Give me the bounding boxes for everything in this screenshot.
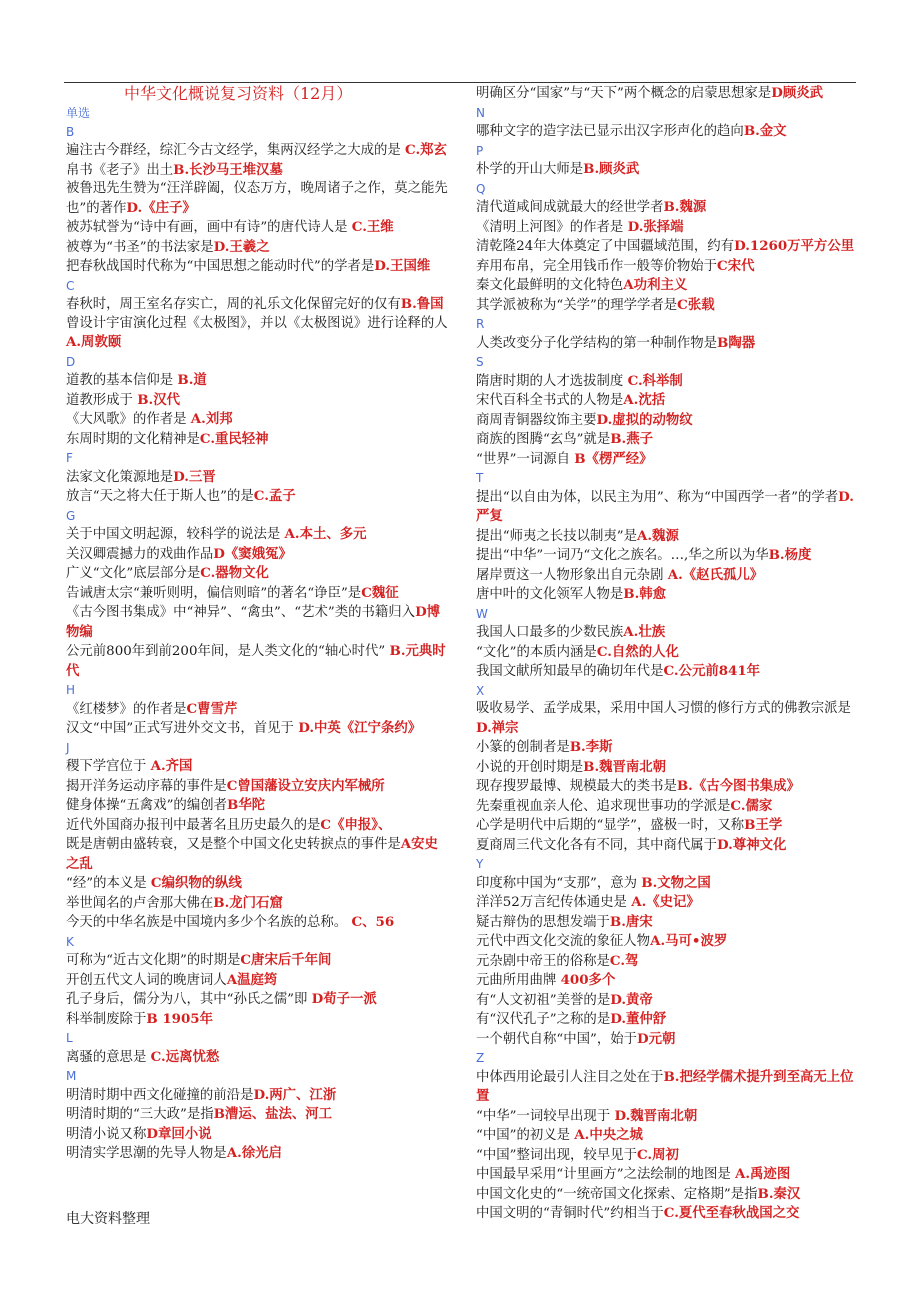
section-letter: F [66,451,73,465]
question-item [476,1204,859,1224]
question-item [476,296,859,316]
question-text: 把春秋战国时代称为“中国思想之能动时代”的学者是 [66,259,375,274]
right-column [476,84,859,1224]
question-item [66,180,449,218]
answer-text: C曹雪芹 [186,700,238,717]
answer-text: C.公元前841年 [663,663,761,679]
question-item [476,450,859,470]
answer-text: B.唐宋 [609,913,653,930]
question-text: 小篆的创制者是 [476,740,570,755]
question-item [476,84,859,104]
question-text: 提出“以自由为体，以民主为用”、称为“中国西学一者”的学者 [476,489,839,505]
answer-text: D.张择端 [627,218,684,235]
question-item [476,237,859,257]
question-text: 科举制废除于 [66,1011,147,1027]
question-text: 哪种文字的造字法已显示出汉字形声化的趋向 [476,124,744,139]
answer-text: C张载 [677,296,715,313]
answer-text: C、56 [351,914,395,930]
answer-text: B.魏晋南北朝 [583,758,667,775]
answer-text: C.重民轻神 [199,430,269,447]
answer-text: C.科举制 [627,372,683,389]
question-item [476,488,859,527]
question-item [476,1185,859,1205]
answer-text: B.韩愈 [623,586,667,602]
answer-text: D荀子一派 [311,991,377,1007]
question-item [66,371,449,391]
question-item [476,836,859,856]
question-text: 开创五代文人词的晚唐词人 [66,972,227,988]
question-text: 被尊为“书圣”的书法家是 [66,239,214,255]
question-item [66,410,449,430]
section-letter: M [66,1069,77,1083]
question-item [476,893,859,913]
question-item [476,1068,859,1107]
answer-text: A.周敦颐 [66,334,122,350]
question-text: 商族的图腾“玄鸟”就是 [476,432,611,447]
question-text: 我国文献所知最早的确切年代是 [476,664,664,679]
section-letter: J [66,740,70,755]
question-item [66,525,449,545]
question-item [476,546,859,566]
section-letter: Z [476,1051,485,1065]
section-letter: N [476,105,485,120]
question-item [476,160,859,180]
question-item [476,913,859,933]
question-item [66,430,449,450]
question-item [66,545,449,565]
answer-text: B.汉代 [137,391,180,408]
answer-text: B.秦汉 [757,1185,801,1202]
question-text: “中国”的初义是 [476,1128,575,1143]
question-text: 明清时期中西文化碰撞的前沿是 [66,1087,254,1103]
question-text: 健身体操“五禽戏”的编创者 [66,798,227,813]
answer-text: D.1260万平方公里 [734,238,855,254]
answer-text: C.夏代至春秋战国之交 [663,1205,800,1221]
answer-text: A.《史记》 [631,894,700,910]
answer-text: A功利主义 [623,277,688,293]
answer-text: D顾炎武 [771,85,823,101]
question-text: “中华”一词较早出现于 [476,1108,615,1124]
question-text: “中国”整词出现，较早见于 [476,1147,637,1163]
answer-text: C.王维 [351,219,394,235]
question-text: 近代外国商办报刊中最著名且历史最久的是 [66,817,321,833]
answer-text: A.壮族 [623,624,666,640]
question-item [476,874,859,894]
question-text: “世界”一词源自 [476,451,575,467]
question-text: 印度称中国为“支那”，意为 [476,875,642,891]
question-item [476,391,859,411]
answer-text: D.三晋 [173,468,216,485]
answer-text: D.王羲之 [213,238,270,255]
answer-text: B.李斯 [569,739,613,755]
answer-text: B.杨度 [768,547,812,563]
answer-text: B《楞严经》 [574,450,653,467]
question-item [476,122,859,142]
answer-text: D.两广、江浙 [253,1086,337,1103]
question-text: 被鲁迅先生赞为“汪洋辟阖，仪态万方，晚周诸子之作，莫之能先也”的著作 [66,181,448,216]
question-item [476,527,859,547]
question-text: 孔子身后，儒分为八，其中“孙氏之儒”即 [66,992,312,1007]
answer-text: D.禅宗 [476,719,519,736]
question-text: 关汉卿震撼力的戏曲作品 [66,546,214,562]
answer-text: C.自然的人化 [596,643,679,660]
answer-text: B.《古今图书集成》 [676,778,800,794]
question-item [476,623,859,643]
question-text: 帛书《老子》出土 [66,162,174,178]
question-text: 明确区分“国家”与“天下”两个概念的启蒙思想家是 [476,86,772,101]
answer-text: B.文物之国 [641,874,711,891]
answer-text: C曾国藩设立安庆内军械所 [226,777,385,794]
answer-text: B.元典时代 [66,643,446,679]
question-text: 既是唐朝由盛转衰，又是整个中国文化史转捩点的事件是 [66,837,401,852]
question-item [66,777,449,797]
question-item [66,295,449,315]
question-text: 元杂剧中帝王的俗称是 [476,953,610,969]
section-letter: S [476,355,484,369]
question-item [66,1048,449,1068]
question-text: 商周青铜器纹饰主要 [476,412,597,428]
answer-text: D.虚拟的动物纹 [596,411,693,428]
question-text: 可称为“近古文化期”的时期是 [66,953,241,968]
question-text: 有“汉代孔子”之称的是 [476,1012,611,1027]
answer-text: B漕运、盐法、河工 [213,1106,333,1122]
answer-text: C宋代 [717,257,755,274]
question-text: 关于中国文明起源，较科学的说法是 [66,527,285,542]
question-item [66,700,449,720]
answer-text: C《申报》、 [320,816,392,833]
section-letter: 单选 [66,106,91,120]
question-text: 其学派被称为“关学”的理学学者是 [476,297,678,313]
question-text: 中体西用论最引人注目之处在于 [476,1069,664,1085]
question-item [66,218,449,238]
answer-text: B.顾炎武 [583,161,640,177]
question-text: 春秋时，周王室名存实亡，周的礼乐文化保留完好的仅有 [66,297,401,312]
question-item [476,585,859,605]
section-letter: X [476,683,485,698]
section-letter: H [66,683,76,697]
question-item [66,719,449,739]
question-text: 举世闻名的卢舍那大佛在 [66,895,214,911]
answer-text: B 1905年 [146,1010,213,1027]
question-text: 弃用布帛，完全用钱币作一般等价物始于 [476,258,718,274]
answer-text: A.《赵氏孤儿》 [667,566,764,583]
question-text: 隋唐时期的人才选拔制度 [476,373,628,389]
answer-text: A.齐国 [150,758,193,774]
answer-text: B.道 [177,372,207,388]
answer-text: D.魏晋南北朝 [614,1107,698,1124]
question-item [66,990,449,1010]
answer-text: B王学 [744,817,783,833]
answer-text: D.《庄子》 [126,199,196,216]
question-item [476,218,859,238]
answer-text: A.沈括 [623,392,666,408]
question-item [66,315,449,353]
question-text: 屠岸贾这一人物形象出自元杂剧 [476,567,668,583]
question-text: 吸收易学、孟学成果，采用中国人习惯的修行方式的佛教宗派是 [476,701,851,716]
question-text: 明清小说又称 [66,1126,147,1142]
answer-text: D.中英《江宁条约》 [298,720,422,736]
question-item [476,566,859,586]
question-item [476,1165,859,1185]
question-item [66,1144,449,1164]
question-item [66,1086,449,1106]
footer-note: 电大资料整理 [66,1211,150,1227]
question-text: 《大风歌》的作者是 [66,412,191,427]
answer-text: D.严复 [476,488,854,524]
answer-text: A.刘邦 [190,411,233,427]
answer-text: C.远离忧愁 [150,1048,220,1065]
question-text: 汉文“中国”正式写进外交文书，首见于 [66,721,299,736]
answer-text: C魏征 [361,584,399,601]
question-text: “经”的本义是 [66,876,151,891]
question-text: 放言“天之将大任于斯人也”的是 [66,489,254,504]
question-text: 中国文明的“青铜时代”约相当于 [476,1206,664,1221]
question-text: 一个朝代自称“中国”，始于 [476,1031,637,1047]
question-text: 有“人文初祖”美誉的是 [476,992,611,1008]
question-text: 唐中叶的文化领军人物是 [476,587,624,602]
section-letter: R [476,317,485,331]
section-letter: Q [476,181,486,196]
question-text: 宋代百科全书式的人物是 [476,393,624,408]
question-text: 人类改变分子化学结构的第一种制作物是 [476,335,718,351]
answer-text: B.长沙马王堆汉墓 [173,161,283,178]
question-text: 曾设计宇宙演化过程《太极图》，并以《太极图说》进行诠释的人 [66,315,448,331]
question-item [66,874,449,894]
question-item [476,991,859,1011]
question-item [476,758,859,778]
answer-text: C编织物的纵线 [150,875,242,891]
question-item [66,564,449,584]
question-item [476,1107,859,1127]
answer-text: C.孟子 [253,488,296,504]
section-letter: Y [476,857,484,871]
question-text: 秦文化最鲜明的文化特色 [476,278,624,293]
question-item [476,971,859,991]
question-text: 现存搜罗最博、规模最大的类书是 [476,779,677,794]
answer-text: C.儒家 [730,797,773,814]
question-item [66,913,449,933]
question-item [476,257,859,277]
answer-text: D《窦娥冤》 [213,545,292,562]
question-item [476,777,859,797]
section-letter: K [66,934,74,949]
question-text: 先秦重视血亲人伦、追求现世事功的学派是 [476,798,731,814]
question-text: 疑古辩伪的思想发端于 [476,914,610,930]
question-text: 东周时期的文化精神是 [66,431,200,447]
answer-text: D.尊神文化 [717,836,787,853]
question-item [66,238,449,258]
section-letter: W [476,606,488,621]
answer-text: D.董仲舒 [610,1011,667,1027]
question-text: 稷下学宫位于 [66,759,151,774]
question-item [66,257,449,277]
header-rule [64,82,856,83]
answer-text: A.徐光启 [226,1145,282,1161]
question-text: 朴学的开山大师是 [476,162,584,177]
question-item [476,198,859,218]
answer-text: B华陀 [227,797,266,813]
question-text: 我国人口最多的少数民族 [476,625,624,640]
section-letter: B [66,124,75,139]
section-letter: G [66,508,76,523]
question-text: 今天的中华名族是中国境内多少个名族的总称。 [66,915,352,930]
question-item [476,372,859,392]
question-text: 法家文化策源地是 [66,469,174,485]
question-item [66,603,449,642]
answer-text: C.郑玄 [405,142,447,158]
answer-text: B.魏源 [663,199,707,215]
section-letter: P [476,143,484,158]
answer-text: C.驾 [609,952,639,969]
question-text: 心学是明代中后期的“显学”，盛极一时，又称 [476,818,745,833]
question-item [476,700,859,738]
question-item [476,334,859,354]
answer-text: D.王国维 [374,258,431,274]
question-item [476,738,859,758]
question-text: “文化”的本质内涵是 [476,644,597,660]
question-item [66,487,449,507]
question-item [476,662,859,682]
question-item [66,468,449,488]
question-text: 道教的基本信仰是 [66,373,178,388]
section-letter: L [66,1031,73,1045]
question-item [476,430,859,450]
answer-text: B.金文 [743,123,787,139]
answer-text: C唐宋后千年间 [240,952,332,968]
question-item [66,796,449,816]
question-text: 遍注古今群经，综汇今古文经学，集两汉经学之大成的是 [66,143,406,158]
question-text: 广义“文化”底层部分是 [66,566,201,581]
question-item [476,797,859,817]
question-text: 元曲所用曲牌 [476,973,561,988]
question-item [66,1105,449,1125]
answer-text: A.本土、多元 [284,526,367,542]
question-item [66,971,449,991]
question-item [476,1030,859,1050]
question-text: 公元前800年到前200年间，是人类文化的“轴心时代” [66,644,390,659]
answer-text: C.周初 [637,1146,679,1163]
question-text: 明清时期的“三大政”是指 [66,1107,214,1122]
answer-text: B.燕子 [610,431,653,447]
question-text: 提出“中华”一词乃“文化之族名。…,华之所以为华 [476,548,769,563]
answer-text: A.中央之城 [574,1127,643,1143]
answer-text: B.鲁国 [400,296,444,312]
question-item [66,584,449,604]
answer-text: A安史之乱 [66,836,438,872]
answer-text: A.马可•波罗 [650,933,728,949]
question-item [476,643,859,663]
question-item [66,391,449,411]
answer-text: B.龙门石窟 [213,894,283,911]
question-text: 被苏轼誉为“诗中有画，画中有诗”的唐代诗人是 [66,220,352,235]
question-text: 清代道咸间成就最大的经世学者 [476,200,664,215]
question-item [66,161,449,181]
question-text: 元代中西文化交流的象征人物 [476,934,651,949]
question-item [66,141,449,161]
question-item [476,276,859,296]
question-item [66,1125,449,1145]
answer-text: A.禹迹图 [734,1166,791,1182]
question-text: 告诫唐太宗“兼听则明，偏信则暗”的著名“诤臣”是 [66,585,362,601]
section-letter: C [66,278,75,293]
question-text: 《清明上河图》的作者是 [476,219,628,235]
section-letter: T [476,471,484,485]
question-text: 清乾隆24年大体奠定了中国疆域范围，约有 [476,239,735,254]
question-text: 中国文化史的“一统帝国文化探索、定格期”是指 [476,1186,758,1202]
answer-text: D元朝 [637,1030,676,1047]
question-text: 《古今图书集成》中“神异”、“禽虫”、“艺术”类的书籍归入 [66,605,416,620]
question-text: 明清实学思潮的先导人物是 [66,1146,227,1161]
question-item [66,951,449,971]
answer-text: B陶器 [717,334,756,351]
answer-text: D博物编 [66,604,441,640]
section-letter: D [66,354,76,369]
left-column [66,84,449,1164]
answer-text: D.黄帝 [610,991,653,1008]
question-item [476,1146,859,1166]
question-text: 揭开洋务运动序幕的事件是 [66,778,227,794]
answer-text: 400多个 [560,972,616,988]
question-item [66,894,449,914]
question-text: 离骚的意思是 [66,1049,151,1065]
answer-text: C.器物文化 [200,565,269,581]
question-item [66,835,449,874]
answer-text: D章回小说 [146,1125,212,1142]
question-text: 小说的开创时期是 [476,759,584,775]
question-item [66,642,449,681]
answer-text: A.魏源 [637,527,679,544]
question-item [66,1010,449,1030]
question-item [66,757,449,777]
question-text: 提出“师夷之长技以制夷”是 [476,528,637,544]
page-title: 中华文化概说复习资料（12月） [124,84,353,103]
question-item [476,1010,859,1030]
question-item [476,816,859,836]
answer-text: A温庭筠 [226,971,278,988]
question-text: 《红楼梦》的作者是 [66,701,187,717]
question-text: 道教形成于 [66,392,138,408]
question-item [476,932,859,952]
question-text: 中国最早采用“计里画方”之法绘制的地图是 [476,1167,735,1182]
question-text: 夏商周三代文化各有不同，其中商代属于 [476,837,718,853]
question-item [476,411,859,431]
answer-text: B.把经学儒术提升到至高无上位置 [476,1068,854,1104]
question-item [66,816,449,836]
question-item [476,1126,859,1146]
question-text: 洋洋52万言纪传体通史是 [476,895,632,910]
question-item [476,952,859,972]
